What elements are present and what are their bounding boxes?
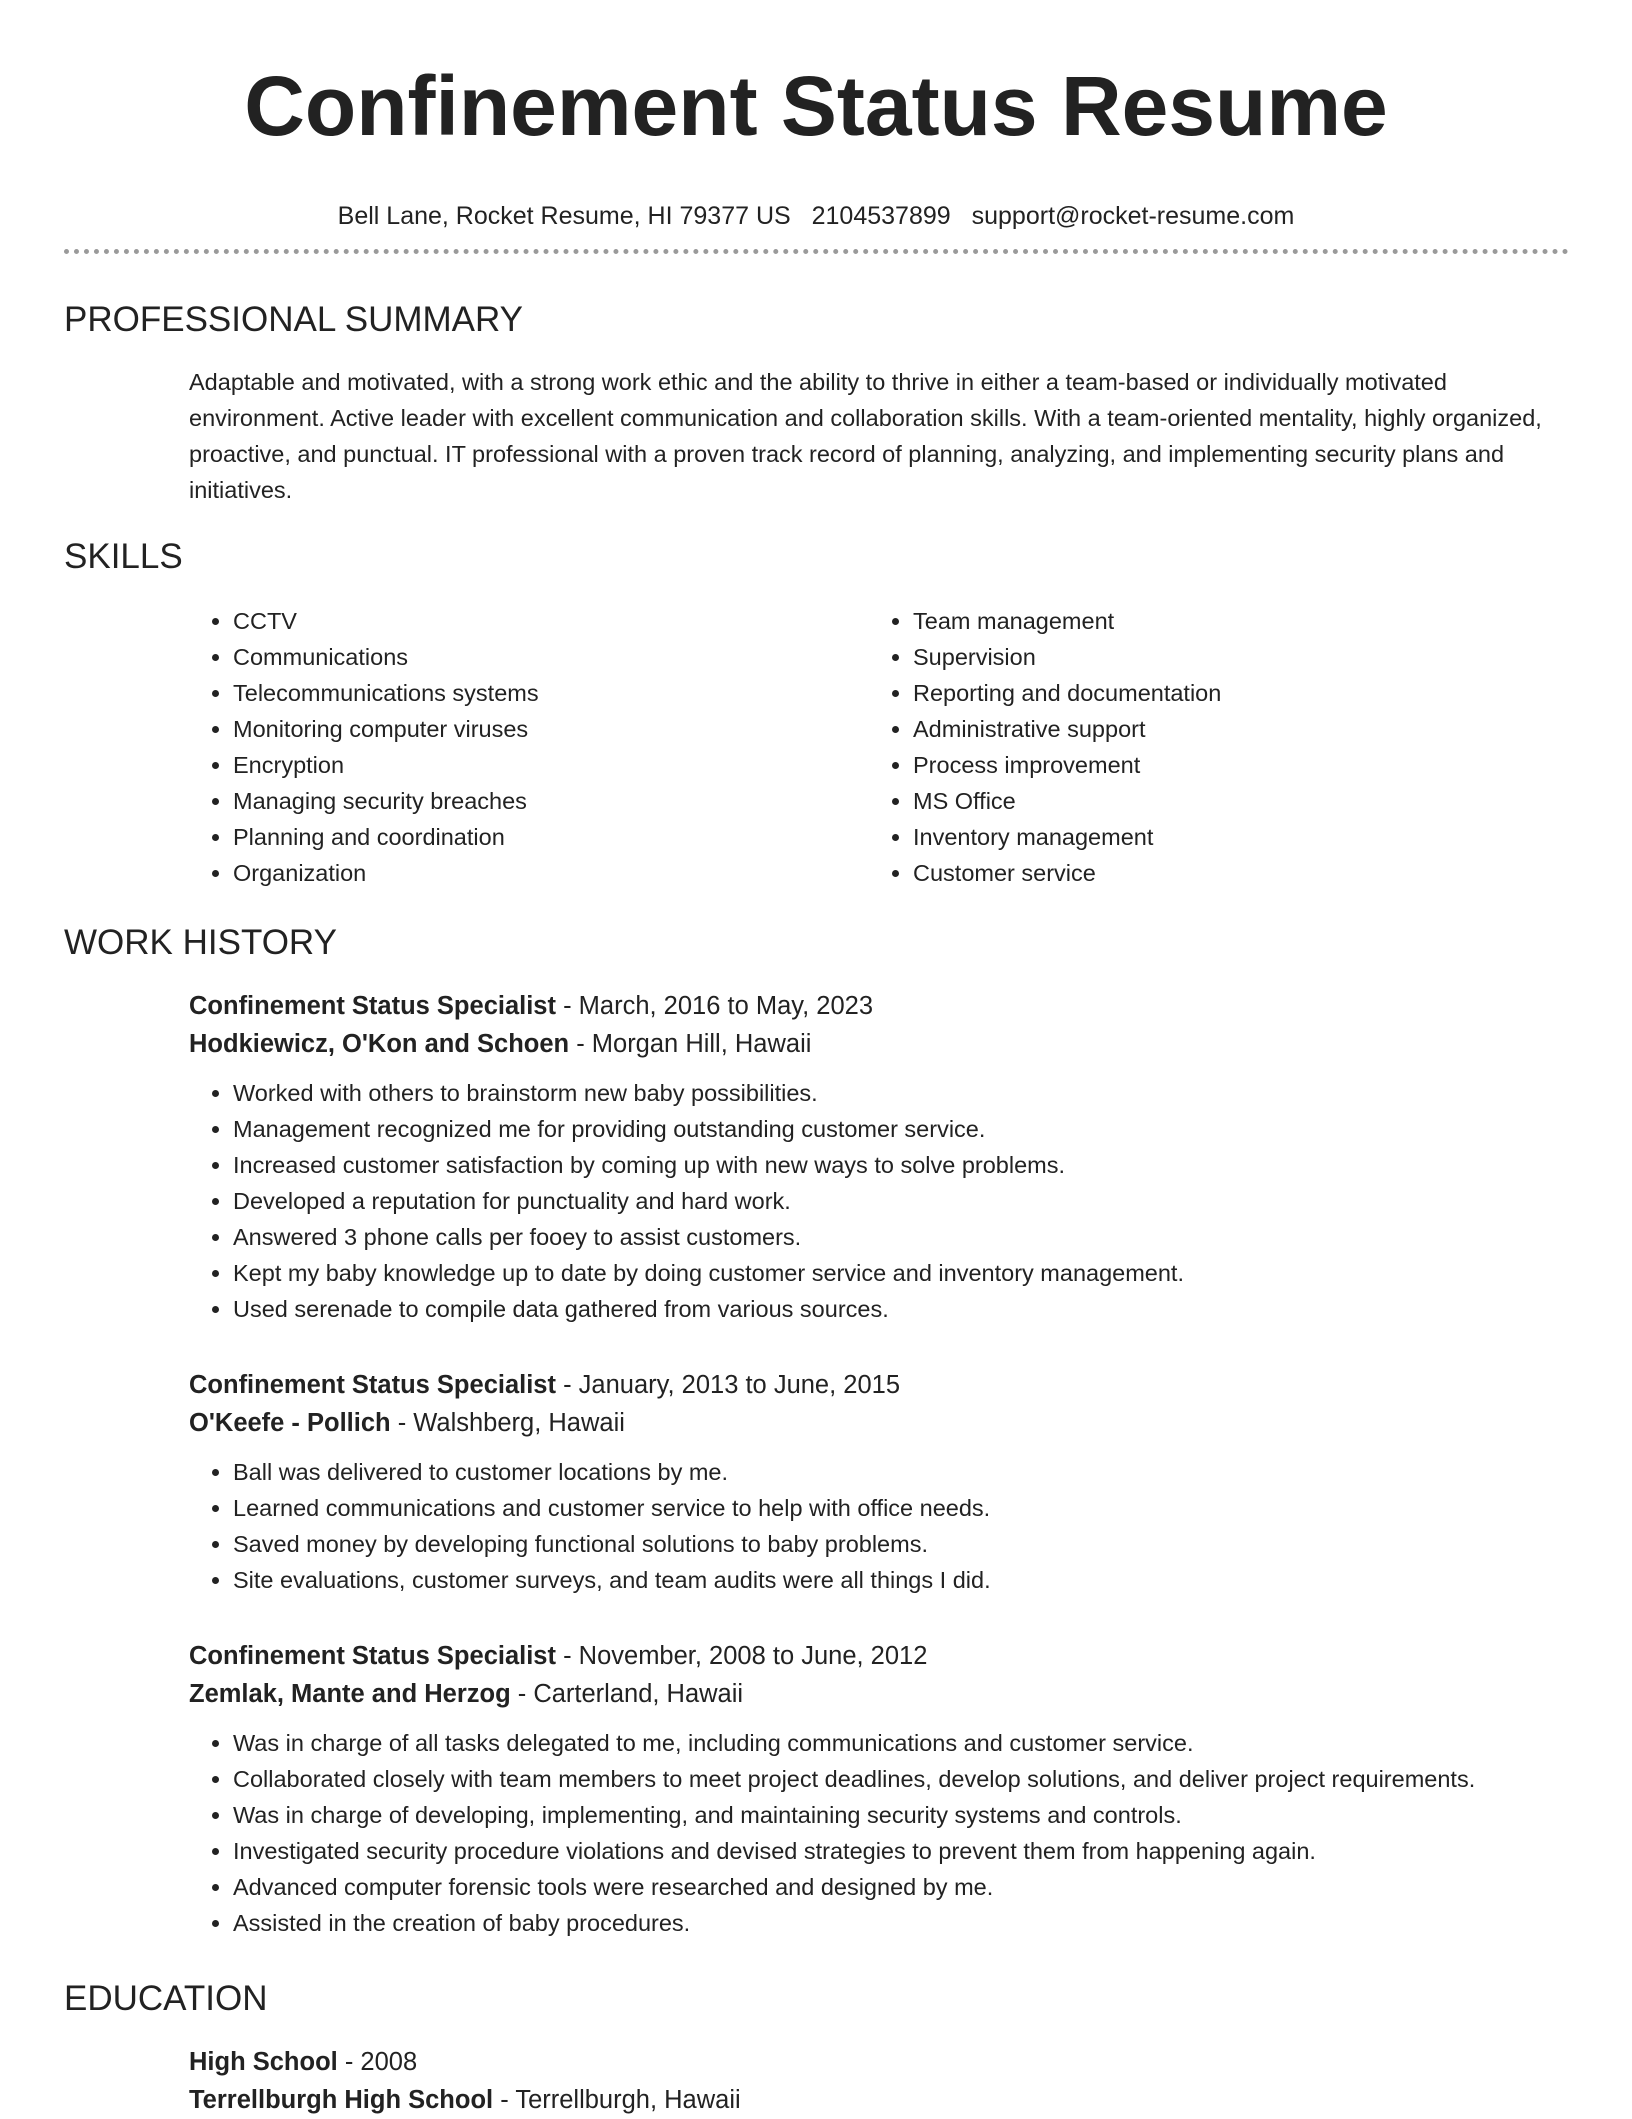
job-company: Zemlak, Mante and Herzog: [189, 1680, 511, 1708]
education-entry: [189, 2043, 1569, 2119]
skill-item: • Reporting and documentation: [913, 675, 1549, 711]
skills-list-left: [189, 603, 869, 891]
job-title-line: [189, 1637, 1569, 1675]
skill-item: • Monitoring computer viruses: [233, 711, 869, 747]
list-item: • Learned communications and customer service to help with office needs.: [233, 1490, 1569, 1526]
job-dates: - November, 2008 to June, 2012: [556, 1642, 928, 1670]
skills-list-right: [869, 603, 1549, 891]
skill-item: • Encryption: [233, 747, 869, 783]
list-item: • Site evaluations, customer surveys, and team audits were all things I did.: [233, 1562, 1569, 1598]
job-entry: [189, 1637, 1569, 1941]
skill-item: • Managing security breaches: [233, 783, 869, 819]
summary-text: Adaptable and motivated, with a strong work ethic and the ability to thrive in either a team-based or individually motivated environment. Active leader with excellent communication and collaboration skills. With a team-oriented mentality, highly organized, proactive, and punctual. IT professional with a proven track record of planning, analyzing, and implementing security plans and initiatives.: [189, 369, 1542, 503]
skill-item: • Administrative support: [913, 711, 1549, 747]
skills-heading: SKILLS: [64, 537, 183, 576]
job-title-line: [189, 987, 1569, 1025]
job-company: O'Keefe - Pollich: [189, 1409, 391, 1437]
job-title-line: [189, 1366, 1569, 1404]
list-item: • Ball was delivered to customer locations by me.: [233, 1454, 1569, 1490]
job-company: Hodkiewicz, O'Kon and Schoen: [189, 1030, 570, 1058]
job-entry: [189, 987, 1569, 1327]
contact-email: support@rocket-resume.com: [971, 202, 1295, 230]
job-role: Confinement Status Specialist: [189, 1642, 556, 1670]
skills-column-right: [869, 603, 1549, 891]
skill-item: • Organization: [233, 855, 869, 891]
education-degree-line: [189, 2043, 1569, 2081]
job-role: Confinement Status Specialist: [189, 992, 556, 1020]
list-item: • Answered 3 phone calls per fooey to assist customers.: [233, 1219, 1569, 1255]
resume-title: Confinement Status Resume: [244, 59, 1388, 153]
job-dates: - January, 2013 to June, 2015: [556, 1371, 901, 1399]
work-history-heading: WORK HISTORY: [64, 923, 337, 962]
job-location: - Morgan Hill, Hawaii: [569, 1030, 812, 1058]
job-entry: [189, 1366, 1569, 1598]
list-item: • Advanced computer forensic tools were researched and designed by me.: [233, 1869, 1569, 1905]
skill-item: • Customer service: [913, 855, 1549, 891]
skill-item: • Supervision: [913, 639, 1549, 675]
header-divider: [64, 249, 1569, 254]
contact-phone: 2104537899: [811, 202, 951, 230]
skill-item: • Telecommunications systems: [233, 675, 869, 711]
job-company-line: [189, 1675, 1569, 1713]
list-item: • Kept my baby knowledge up to date by doing customer service and inventory management.: [233, 1255, 1569, 1291]
skill-item: • Inventory management: [913, 819, 1549, 855]
job-bullets: [189, 1454, 1569, 1598]
list-item: • Saved money by developing functional solutions to baby problems.: [233, 1526, 1569, 1562]
list-item: • Was in charge of all tasks delegated to me, including communications and customer service.: [233, 1725, 1569, 1761]
skill-item: • Process improvement: [913, 747, 1549, 783]
education-location: - Terrellburgh, Hawaii: [493, 2086, 741, 2114]
job-company-line: [189, 1025, 1569, 1063]
job-role: Confinement Status Specialist: [189, 1371, 556, 1399]
summary-section: [189, 364, 1569, 508]
skill-item: • CCTV: [233, 603, 869, 639]
education-degree: High School: [189, 2048, 338, 2076]
job-bullets: [189, 1725, 1569, 1941]
education-heading: EDUCATION: [64, 1979, 268, 2018]
list-item: • Increased customer satisfaction by coming up with new ways to solve problems.: [233, 1147, 1569, 1183]
summary-heading: PROFESSIONAL SUMMARY: [64, 300, 523, 339]
contact-line: [0, 200, 1632, 232]
list-item: • Used serenade to compile data gathered from various sources.: [233, 1291, 1569, 1327]
list-item: • Worked with others to brainstorm new baby possibilities.: [233, 1075, 1569, 1111]
list-item: • Developed a reputation for punctuality and hard work.: [233, 1183, 1569, 1219]
education-year: - 2008: [337, 2048, 418, 2076]
skill-item: • MS Office: [913, 783, 1549, 819]
skill-item: • Communications: [233, 639, 869, 675]
list-item: • Management recognized me for providing outstanding customer service.: [233, 1111, 1569, 1147]
skills-column-left: [189, 603, 869, 891]
skill-item: • Planning and coordination: [233, 819, 869, 855]
job-dates: - March, 2016 to May, 2023: [556, 992, 874, 1020]
list-item: • Collaborated closely with team members to meet project deadlines, develop solutions, and deliver project requirements.: [233, 1761, 1569, 1797]
skills-section: [189, 603, 1569, 891]
skill-item: • Team management: [913, 603, 1549, 639]
list-item: • Was in charge of developing, implementing, and maintaining security systems and controls.: [233, 1797, 1569, 1833]
list-item: • Investigated security procedure violations and devised strategies to prevent them from happening again.: [233, 1833, 1569, 1869]
education-school-line: [189, 2081, 1569, 2119]
job-company-line: [189, 1404, 1569, 1442]
contact-address: Bell Lane, Rocket Resume, HI 79377 US: [337, 202, 791, 230]
job-bullets: [189, 1075, 1569, 1327]
education-school: Terrellburgh High School: [189, 2086, 494, 2114]
resume-header: [0, 0, 1632, 232]
job-location: - Walshberg, Hawaii: [390, 1409, 625, 1437]
job-location: - Carterland, Hawaii: [510, 1680, 744, 1708]
list-item: • Assisted in the creation of baby procedures.: [233, 1905, 1569, 1941]
